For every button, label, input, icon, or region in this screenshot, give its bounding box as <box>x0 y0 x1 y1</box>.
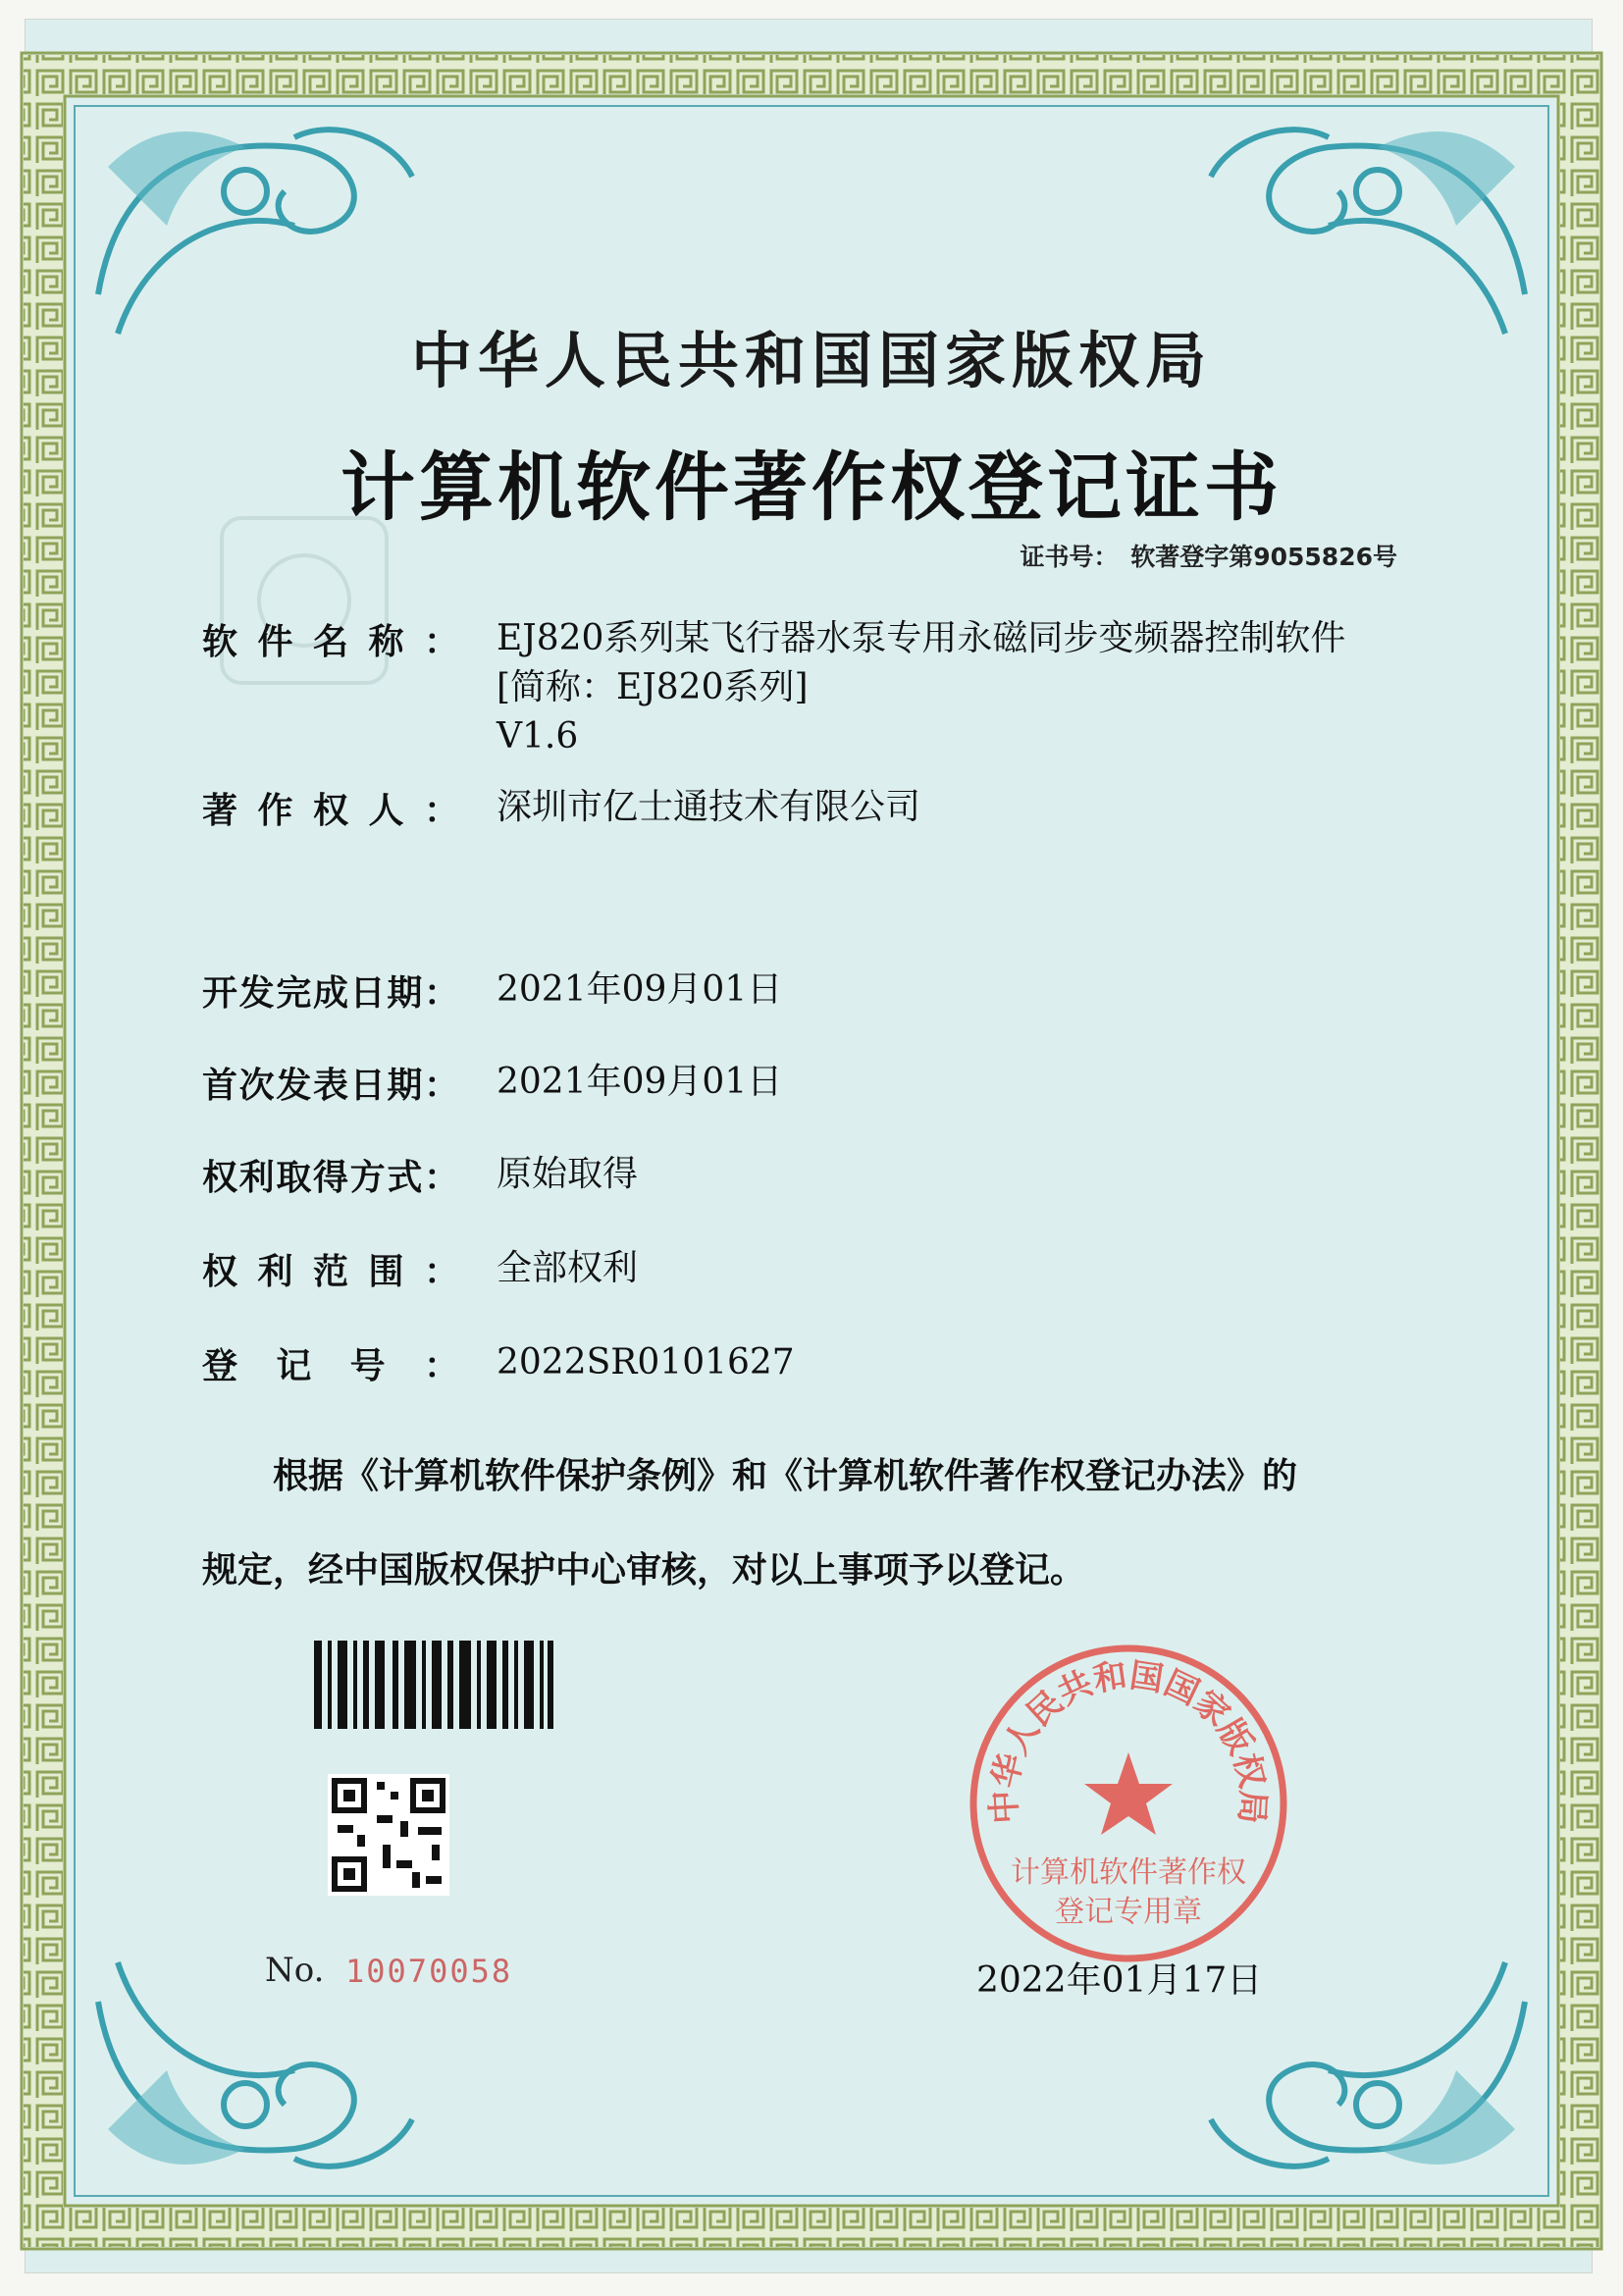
svg-text:中华人民共和国国家版权局: 中华人民共和国国家版权局 <box>984 1655 1273 1825</box>
statement-line-1: 根据《计算机软件保护条例》和《计算机软件著作权登记办法》的 <box>273 1456 1298 1496</box>
field-value <box>497 1338 795 1387</box>
certificate-title: 计算机软件著作权登记证书 <box>340 444 1283 531</box>
rights-scope-value: 全部权利 <box>497 1248 639 1288</box>
statement-line-2: 规定，经中国版权保护中心审核，对以上事项予以登记。 <box>202 1550 1086 1591</box>
copyright-owner-value: 深圳市亿士通技术有限公司 <box>497 787 921 827</box>
serial-number: 10070058 <box>345 1953 513 1990</box>
issue-date: 2022年01月17日 <box>976 1960 1263 2001</box>
publication-date-value: 2021年09月01日 <box>497 1062 783 1102</box>
field-label: 登记号： <box>202 1346 459 1386</box>
field-value <box>497 1058 782 1107</box>
certificate-number-value: 软著登字第9055826号 <box>1130 543 1397 571</box>
registration-number-value: 2022SR0101627 <box>497 1342 795 1383</box>
field-label: 著作权人： <box>202 791 459 831</box>
software-name-line: EJ820系列某飞行器水泵专用永磁同步变频器控制软件 <box>497 618 1346 658</box>
field-value <box>497 614 1345 761</box>
acquisition-method-value: 原始取得 <box>497 1154 639 1194</box>
field-label: 软件名称： <box>202 622 459 662</box>
field-value <box>497 1150 638 1199</box>
software-version: V1.6 <box>497 716 579 757</box>
svg-text:计算机软件著作权: 计算机软件著作权 <box>1011 1855 1246 1890</box>
field-label: 权利范围： <box>202 1252 459 1292</box>
field-label: 权利取得方式： <box>202 1158 459 1198</box>
issuer-name: 中华人民共和国国家版权局 <box>410 325 1212 396</box>
barcode <box>314 1641 553 1729</box>
completion-date-value: 2021年09月01日 <box>497 969 783 1010</box>
field-label: 开发完成日期： <box>202 973 459 1014</box>
qr-code <box>328 1774 449 1896</box>
field-label: 首次发表日期： <box>202 1066 459 1106</box>
field-value <box>497 965 782 1015</box>
svg-text:登记专用章: 登记专用章 <box>1055 1895 1202 1929</box>
software-short-name: [简称：EJ820系列] <box>497 667 809 707</box>
serial-label: No. <box>265 1951 325 1990</box>
field-value <box>497 783 920 832</box>
certificate-number <box>1016 538 1397 573</box>
field-value <box>497 1244 638 1293</box>
official-seal <box>962 1637 1295 1970</box>
certificate-number-label: 证书号： <box>1020 543 1119 571</box>
